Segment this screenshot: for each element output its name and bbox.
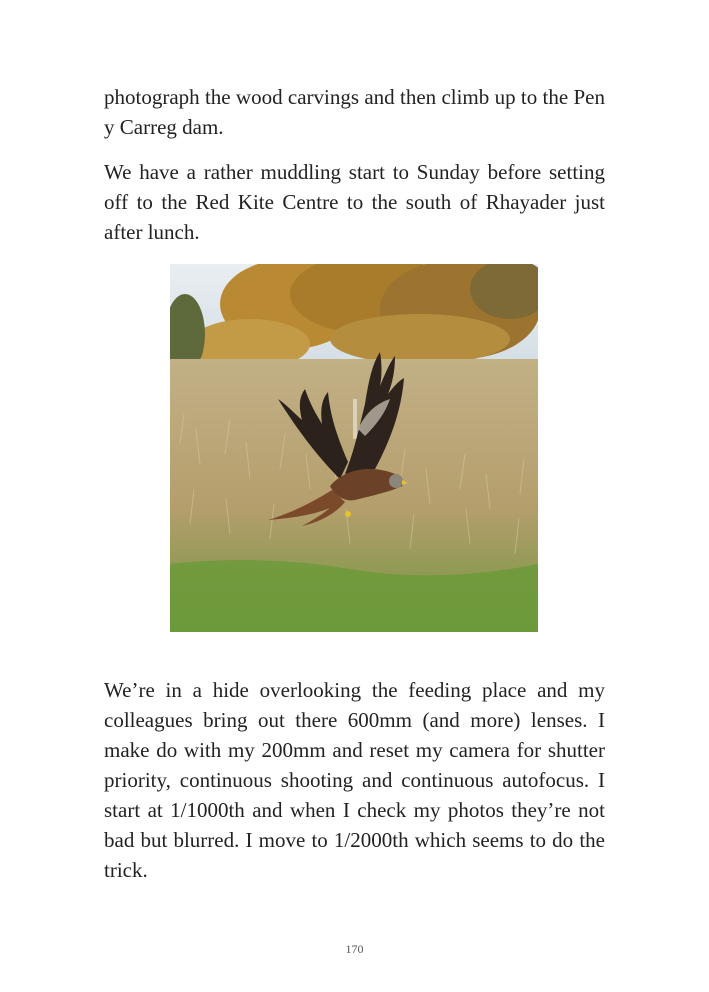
paragraph-1: photograph the wood carvings and then climb up to the Pen y Carreg dam.	[104, 85, 605, 139]
fence-post	[353, 399, 357, 439]
paragraph-2: We have a rather muddling start to Sunday before setting off to the Red Kite Centre to the south of Rhayader just after lunch.	[104, 160, 605, 244]
page-number: 170	[345, 942, 364, 956]
paragraph-3: We’re in a hide overlooking the feeding place and my colleagues bring out there 600mm (and more) lenses. I make do with my 200mm and reset my camera for shutter priority, continuous shooting and continuous autofocus. I start at 1/1000th and when I check my photos they’re not bad but blurred. I move to 1/2000th which seems to do the trick.	[104, 678, 605, 882]
red-kite-photo	[170, 264, 538, 632]
